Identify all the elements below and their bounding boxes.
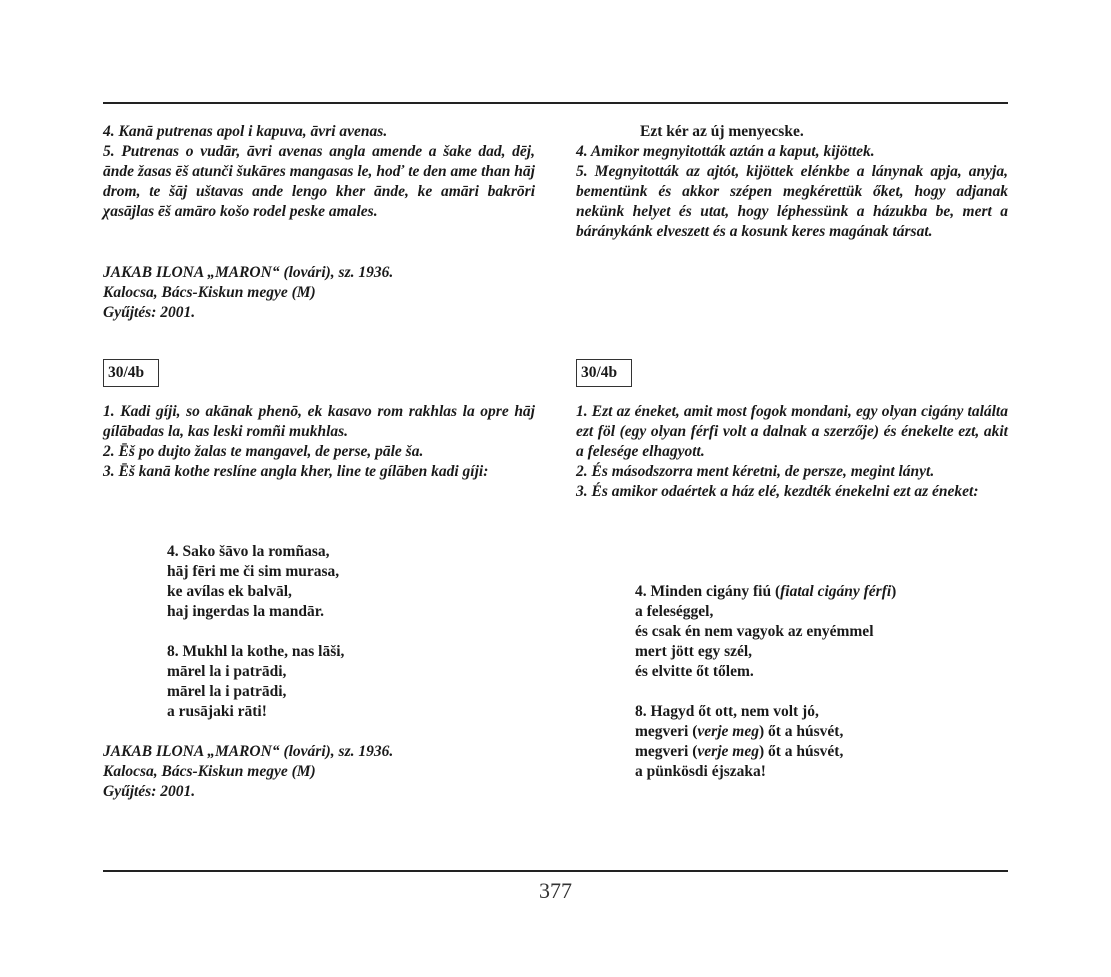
bottom-rule bbox=[103, 870, 1008, 872]
right-item-box: 30/4b bbox=[576, 359, 632, 387]
right-prose-1: 1. Ezt az éneket, amit most fogok mondani, egy olyan cigány találta ezt föl (egy olyan férfi volt a dalnak a szerzője) és énekelte ezt, akit a felesége elhagyott. bbox=[576, 403, 1008, 460]
signature-place: Kalocsa, Bács-Kiskun megye (M) bbox=[103, 763, 316, 780]
verse-line: 8. Mukhl la kothe, nas lāši, bbox=[167, 643, 345, 660]
right-prose bbox=[576, 402, 1008, 502]
page-number: 377 bbox=[539, 878, 572, 903]
signature-date: Gyűjtés: 2001. bbox=[103, 783, 196, 800]
right-prose-2: 2. És másodszorra ment kéretni, de persze, megint lányt. bbox=[576, 463, 935, 480]
left-top-text bbox=[103, 122, 535, 222]
verse-line: hāj fēri me či sim murasa, bbox=[167, 563, 340, 580]
verse-line: a feleséggel, bbox=[635, 603, 714, 620]
right-verse-2 bbox=[635, 702, 843, 782]
signature-name: JAKAB ILONA „MARON“ (lovári), sz. 1936. bbox=[103, 264, 394, 281]
verse-line: a rusājaki rāti! bbox=[167, 703, 267, 720]
verse-line: és elvitte őt tőlem. bbox=[635, 663, 754, 680]
left-signature-top bbox=[103, 263, 535, 323]
verse-line: mārel la i patrādi, bbox=[167, 663, 287, 680]
right-line-5: 5. Megnyitották az ajtót, kijöttek elénkbe a lánynak apja, anyja, bementünk és akkor szépen megkérettük őket, hogy adjanak nekünk helyet és utat, hogy léphessünk a házukba be, mert a báránykánk elveszett és a kosunk keres magának társat. bbox=[576, 163, 1008, 240]
left-prose bbox=[103, 402, 535, 482]
right-prose-3: 3. És amikor odaértek a ház elé, kezdték énekelni ezt az éneket: bbox=[576, 483, 979, 500]
left-verse-2 bbox=[167, 642, 344, 722]
verse-line: 8. Hagyd őt ott, nem volt jó, bbox=[635, 703, 819, 720]
right-top-text bbox=[576, 142, 1008, 242]
verse-line: a pünkösdi éjszaka! bbox=[635, 763, 766, 780]
left-signature-bottom bbox=[103, 742, 535, 802]
verse-line: 4. Sako šāvo la romñasa, bbox=[167, 543, 330, 560]
verse-line: mārel la i patrādi, bbox=[167, 683, 287, 700]
verse-line: megveri (verje meg) őt a húsvét, bbox=[635, 723, 844, 740]
left-line-5: 5. Putrenas o vudār, āvri avenas angla amende a šake dad, dēj, ānde žasas ēš atunči šukāres mangasas le, hoď te den ame than hāj drom, te šāj uštavas ande lengo kher ānde, ke amāri bakrōri χasājlas ēš amāro košo rodel peske amales. bbox=[103, 143, 535, 220]
right-line-4: 4. Amikor megnyitották aztán a kaput, kijöttek. bbox=[576, 143, 875, 160]
verse-line: 4. Minden cigány fiú (fiatal cigány férfi) bbox=[635, 583, 897, 600]
left-prose-1: 1. Kadi gíji, so akānak phenō, ek kasavo rom rakhlas la opre hāj gílābadas la, kas leski romñi mukhlas. bbox=[103, 403, 535, 440]
top-rule bbox=[103, 102, 1008, 104]
verse-line: megveri (verje meg) őt a húsvét, bbox=[635, 743, 844, 760]
verse-line: ke avílas ek balvāl, bbox=[167, 583, 292, 600]
verse-line: mert jött egy szél, bbox=[635, 643, 753, 660]
left-prose-2: 2. Ēš po dujto žalas te mangavel, de perse, pāle ša. bbox=[103, 443, 424, 460]
verse-line: haj ingerdas la mandār. bbox=[167, 603, 325, 620]
right-heading: Ezt kér az új menyecske. bbox=[640, 123, 804, 140]
verse-line: és csak én nem vagyok az enyémmel bbox=[635, 623, 874, 640]
right-verse-1 bbox=[635, 582, 896, 682]
signature-name: JAKAB ILONA „MARON“ (lovári), sz. 1936. bbox=[103, 743, 394, 760]
left-item-box: 30/4b bbox=[103, 359, 159, 387]
left-prose-3: 3. Ēš kanā kothe reslíne angla kher, line te gílāben kadi gíji: bbox=[103, 463, 489, 480]
left-line-4: 4. Kanā putrenas apol i kapuva, āvri avenas. bbox=[103, 123, 388, 140]
signature-date: Gyűjtés: 2001. bbox=[103, 304, 196, 321]
left-verse-1 bbox=[167, 542, 339, 622]
signature-place: Kalocsa, Bács-Kiskun megye (M) bbox=[103, 284, 316, 301]
